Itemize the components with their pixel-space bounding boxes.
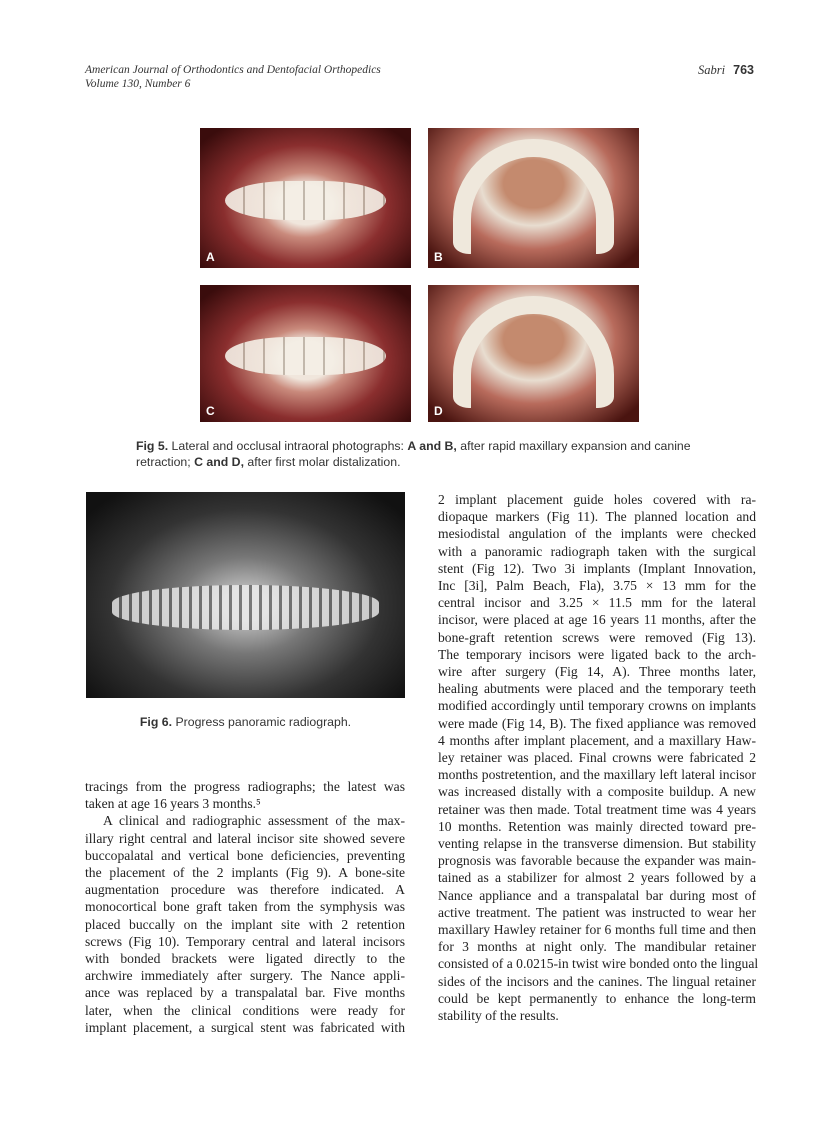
fig6-text: Progress panoramic radiograph. <box>175 715 352 729</box>
text-line: months postretention, and the maxillary left lateral incisor <box>438 767 756 783</box>
text-line: placed buccally on the implant site with 2 retention <box>85 916 405 932</box>
text-line: later, when the clinical conditions were ready for <box>85 1002 405 1018</box>
text-line: consisted of a 0.0215-in twist wire bonded onto the lingual <box>438 956 759 972</box>
text-line: Inc [3i], Palm Beach, Fla), 3.75 × 13 mm for the <box>438 578 756 594</box>
text-line: The temporary incisors were ligated back to the arch- <box>438 646 756 662</box>
text-line: ley retainer was placed. Final crowns were fabricated 2 <box>438 750 756 766</box>
fig5-photo-c <box>200 285 411 422</box>
fig6-caption <box>86 714 405 730</box>
text-line: 4 months after implant placement, and a maxillary Haw- <box>438 732 756 748</box>
author-page <box>698 63 754 77</box>
fig5-text: Lateral and occlusal intraoral photographs: <box>171 439 404 453</box>
text-line: with a panoramic radiograph taken with the surgical <box>438 543 756 559</box>
text-line: for 3 months at night only. The mandibular retainer <box>438 939 756 955</box>
text-line: 10 months. Retention was mainly directed toward pre- <box>438 818 756 834</box>
text-line: bone-graft retention screws were removed (Fig 13). <box>438 629 756 645</box>
journal-volume: Volume 130, Number 6 <box>85 78 191 90</box>
text-line: wire after surgery (Fig 14, A). Three months later, <box>438 664 756 680</box>
text-line: could be kept permanently to enhance the long-term <box>438 990 756 1006</box>
fig5-label: Fig 5. <box>136 439 169 453</box>
author-name: Sabri <box>698 63 726 77</box>
text-line: active treatment. The patient was instructed to wear her <box>438 904 756 920</box>
running-header <box>85 63 381 91</box>
fig5-caption <box>136 438 716 470</box>
panel-label-a: A <box>206 250 215 264</box>
text-line: implant placement, a surgical stent was fabricated with <box>85 1019 405 1035</box>
page-number: 763 <box>733 63 754 77</box>
text-line: archwire immediately after surgery. The Nance appli- <box>85 968 405 984</box>
text-line: 2 implant placement guide holes covered with ra- <box>438 492 756 507</box>
text-line: the placement of the 2 implants (Fig 9). A bone-site <box>85 865 405 881</box>
text-line: mesiodistal angulation of the implants were checked <box>438 526 756 542</box>
text-line: taken at age 16 years 3 months.⁵ <box>85 796 261 812</box>
left-text-column <box>85 778 405 1036</box>
text-line: screws (Fig 10). Temporary central and lateral incisors <box>85 933 405 949</box>
fig6-label: Fig 6. <box>139 715 173 729</box>
text-line: illary right central and lateral incisor site showed severe <box>85 830 405 846</box>
text-line: Nance appliance and a transpalatal bar during most of <box>438 887 756 903</box>
fig5-end: after first molar distalization. <box>247 455 401 469</box>
right-text-column <box>438 491 759 1024</box>
text-line: was increased distally with a composite buildup. A new <box>438 784 756 800</box>
text-line: tained as a stabilizer for almost 2 years followed by a <box>438 870 756 886</box>
text-line: incisor, were placed at age 16 years 11 months, after the <box>438 612 756 628</box>
fig5-ab: A and B, <box>407 439 457 453</box>
fig5-photo-a <box>200 128 411 268</box>
fig6-radiograph <box>86 492 405 698</box>
text-line: stability of the results. <box>438 1008 559 1024</box>
text-line: augmentation procedure was therefore indicated. A <box>85 882 405 898</box>
text-line: were made (Fig 14, B). The fixed appliance was removed <box>438 715 756 731</box>
text-line: venting relapse in the transverse dimension. But stability <box>438 836 756 852</box>
text-line: retainer was then made. Total treatment time was 4 years <box>438 801 756 817</box>
text-line: monocortical bone graft taken from the symphysis was <box>85 899 405 915</box>
fig5-cd: C and D, <box>194 455 244 469</box>
text-line: prognosis was favorable because the expander was main- <box>438 853 756 869</box>
fig5-mid: after rapid maxillary expansion and canine retraction; <box>136 439 691 469</box>
text-line: ance was replaced by a transpalatal bar. Five months <box>85 985 405 1001</box>
text-line: buccopalatal and vertical bone deficiencies, preventing <box>85 847 405 863</box>
text-line: stent (Fig 12). Two 3i implants (Implant Innovation, <box>438 560 756 576</box>
text-line: tracings from the progress radiographs; the latest was <box>85 779 405 794</box>
text-line: central incisor and 3.25 × 11.5 mm for the lateral <box>438 595 756 611</box>
journal-title: American Journal of Orthodontics and Dentofacial Orthopedics <box>85 64 381 76</box>
panel-label-d: D <box>434 404 443 418</box>
text-line: with bonded brackets were ligated directly to the <box>85 951 405 967</box>
fig5-photo-d <box>428 285 639 422</box>
text-line: sides of the incisors and the canines. The lingual retainer <box>438 973 756 989</box>
text-line: A clinical and radiographic assessment of the max- <box>103 813 405 829</box>
text-line: healing abutments were placed and the temporary teeth <box>438 681 756 697</box>
fig5-photo-b <box>428 128 639 268</box>
text-line: modified accordingly until temporary crowns on implants <box>438 698 756 714</box>
panel-label-c: C <box>206 404 215 418</box>
text-line: diopaque markers (Fig 11). The planned location and <box>438 509 756 525</box>
panel-label-b: B <box>434 250 443 264</box>
text-line: maxillary Hawley retainer for 6 months full time and then <box>438 922 756 938</box>
